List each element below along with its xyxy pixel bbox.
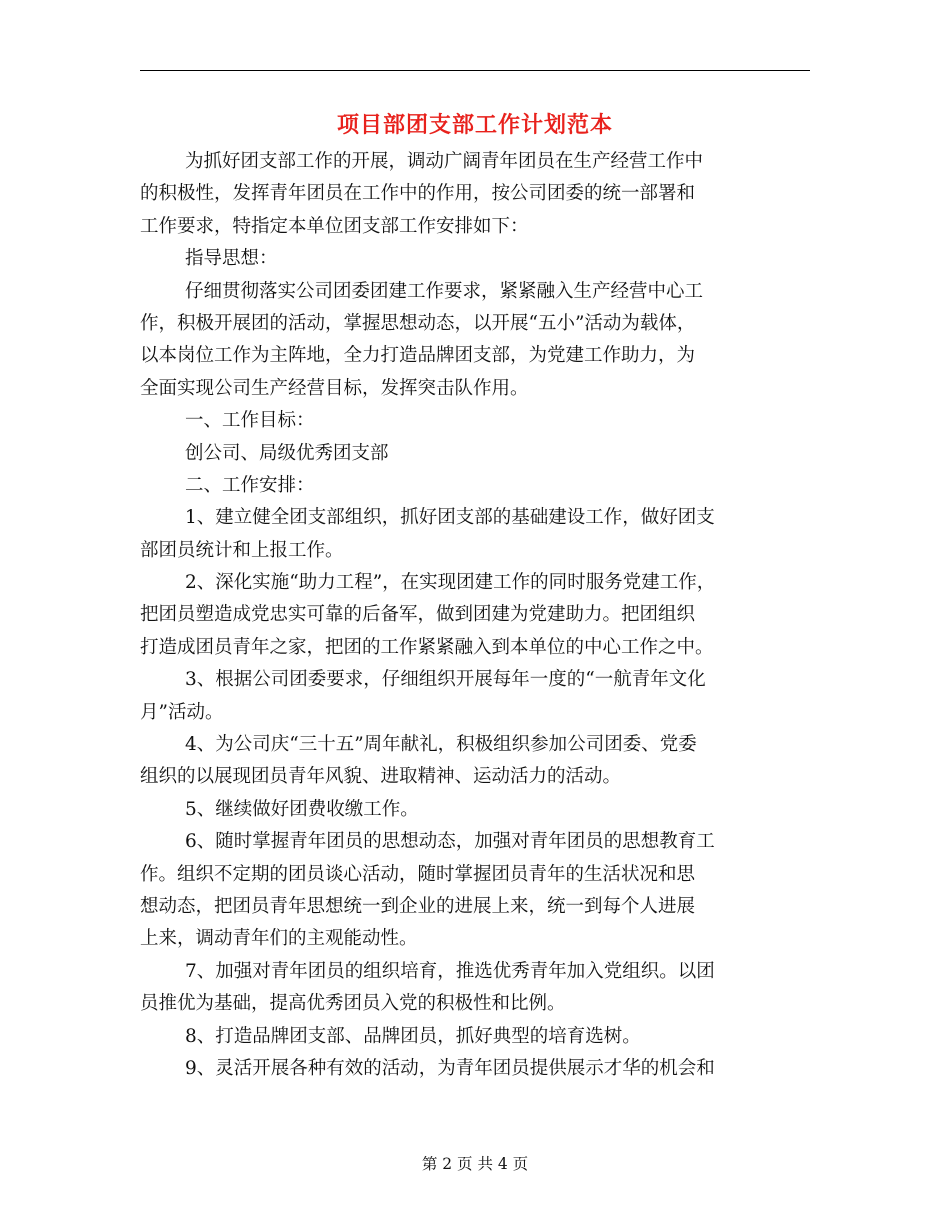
section-heading: 指导思想： <box>185 248 278 270</box>
list-item-line: 1、建立健全团支部组织，抓好团支部的基础建设工作，做好团支 <box>185 507 715 529</box>
list-item-line: 月”活动。 <box>140 701 224 723</box>
list-item-line: 作。组织不定期的团员谈心活动，随时掌握团员青年的生活状况和思 <box>140 863 696 885</box>
list-item-line: 6、随时掌握青年团员的思想动态，加强对青年团员的思想教育工 <box>185 831 715 853</box>
body-line: 仔细贯彻落实公司团委团建工作要求，紧紧融入生产经营中心工 <box>185 280 704 302</box>
list-item-line: 组织的以展现团员青年风貌、进取精神、运动活力的活动。 <box>140 766 622 788</box>
body-line: 全面实现公司生产经营目标，发挥突击队作用。 <box>140 377 529 399</box>
list-item-line: 7、加强对青年团员的组织培育，推选优秀青年加入党组织。以团 <box>185 960 715 982</box>
body-line: 工作要求，特指定本单位团支部工作安排如下： <box>140 215 529 237</box>
list-item-line: 3、根据公司团委要求，仔细组织开展每年一度的“一航青年文化 <box>185 669 706 691</box>
list-item-line: 9、灵活开展各种有效的活动，为青年团员提供展示才华的机会和 <box>185 1057 715 1079</box>
body-line: 以本岗位工作为主阵地，全力打造品牌团支部，为党建工作助力，为 <box>140 345 696 367</box>
body-line: 的积极性，发挥青年团员在工作中的作用，按公司团委的统一部署和 <box>140 183 696 205</box>
body-line: 为抓好团支部工作的开展，调动广阔青年团员在生产经营工作中 <box>185 151 704 172</box>
list-item-line: 把团员塑造成党忠实可靠的后备军，做到团建为党建助力。把团组织 <box>140 604 696 626</box>
list-item-line: 想动态，把团员青年思想统一到企业的进展上来，统一到每个人进展 <box>140 895 696 917</box>
body-line: 作，积极开展团的活动，掌握思想动态，以开展“五小”活动为载体， <box>140 312 696 334</box>
document-title: 项目部团支部工作计划范本 <box>336 112 613 138</box>
document-body <box>140 146 820 1085</box>
list-item-line: 员推优为基础，提高优秀团员入党的积极性和比例。 <box>140 993 566 1015</box>
section-heading: 一、工作目标： <box>185 410 315 432</box>
list-item-line: 打造成团员青年之家，把团的工作紧紧融入到本单位的中心工作之中。 <box>140 636 714 658</box>
list-item-line: 上来，调动青年们的主观能动性。 <box>140 928 418 950</box>
list-item-line: 2、深化实施“助力工程”，在实现团建工作的同时服务党建工作， <box>185 572 716 594</box>
page-number: 第 2 页 共 4 页 <box>421 1155 529 1173</box>
body-line: 创公司、局级优秀团支部 <box>185 442 389 464</box>
header-rule <box>140 70 810 71</box>
list-item-line: 8、打造品牌团支部、品牌团员，抓好典型的培育选树。 <box>185 1025 641 1047</box>
section-heading: 二、工作安排： <box>185 474 315 496</box>
list-item-line: 5、继续做好团费收缴工作。 <box>185 798 419 820</box>
list-item-line: 4、为公司庆“三十五”周年献礼，积极组织参加公司团委、党委 <box>185 734 697 756</box>
list-item-line: 部团员统计和上报工作。 <box>140 539 344 561</box>
